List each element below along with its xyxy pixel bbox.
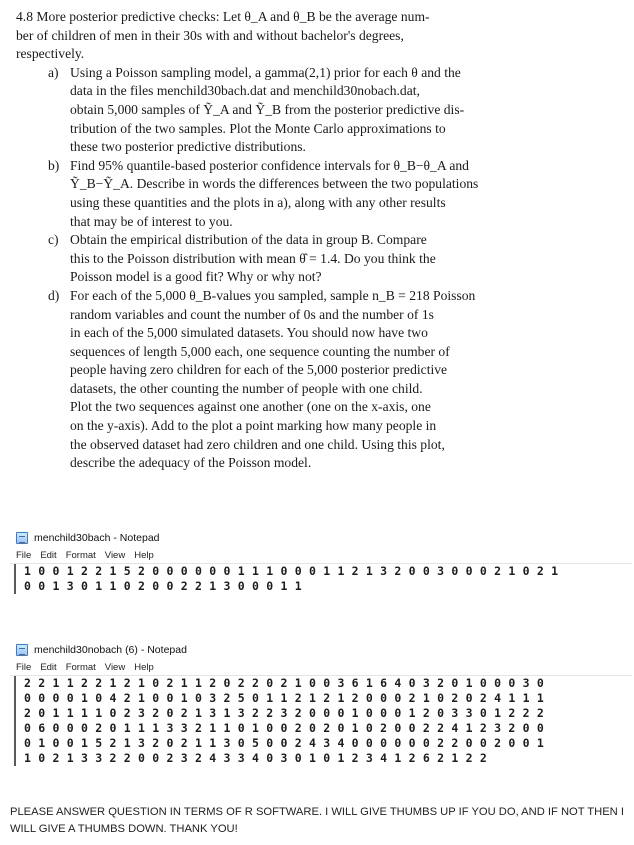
part-c-line-3: Poisson model is a good fit? Why or why not? <box>70 269 322 285</box>
data-line: 0 6 0 0 0 2 0 1 1 1 3 3 2 1 1 0 1 0 0 2 0 2 0 1 0 2 0 0 2 2 4 1 2 3 2 0 0 <box>24 721 545 735</box>
menu-view[interactable]: View <box>104 550 126 561</box>
part-b-line-1: Find 95% quantile-based posterior confidence intervals for θ_B−θ_A and <box>70 157 469 173</box>
part-b-line-3: using these quantities and the plots in a), along with any other results <box>70 194 446 210</box>
part-d-label: d) <box>48 287 60 303</box>
part-b-label: b) <box>48 157 60 173</box>
part-d-line-8: on the y-axis). Add to the plot a point marking how many people in <box>70 418 437 434</box>
menu-bar <box>10 548 632 564</box>
problem-intro <box>16 8 616 64</box>
part-d-line-1: For each of the 5,000 θ_B-values you sampled, sample n_B = 218 Poisson <box>70 287 476 303</box>
data-line: 0 1 0 0 1 5 2 1 3 2 0 2 1 1 3 0 5 0 0 2 4 3 4 0 0 0 0 0 0 2 2 0 0 2 0 0 1 <box>24 736 545 750</box>
notepad-icon <box>16 532 28 544</box>
part-d-line-2: random variables and count the number of 0s and the number of 1s <box>70 306 434 322</box>
part-a-line-3: obtain 5,000 samples of Ỹ_A and Ỹ_B from the posterior predictive dis- <box>70 101 465 117</box>
notepad-icon <box>16 644 28 656</box>
menu-file[interactable]: File <box>16 550 32 561</box>
part-c-label: c) <box>48 232 59 248</box>
notepad-window-nobach[interactable] <box>10 640 632 766</box>
part-a-label: a) <box>48 64 59 80</box>
part-a-line-5: these two posterior predictive distributions. <box>70 139 306 155</box>
menu-format[interactable]: Format <box>65 662 96 673</box>
menu-help[interactable]: Help <box>134 550 154 561</box>
data-line: 2 0 1 1 1 1 0 2 3 2 0 2 1 3 1 3 2 2 3 2 0 0 0 1 0 0 0 1 2 0 3 3 0 1 2 2 2 <box>24 706 545 720</box>
intro-line-1: More posterior predictive checks: Let θ_A and θ_B be the average num- <box>36 9 430 24</box>
text-editor-area[interactable] <box>14 564 632 594</box>
text-editor-area[interactable] <box>14 676 632 766</box>
part-d <box>16 287 616 473</box>
part-d-line-4: sequences of length 5,000 each, one sequence counting the number of <box>70 343 450 359</box>
part-a-line-4: tribution of the two samples. Plot the Monte Carlo approximations to <box>70 120 446 136</box>
part-b <box>16 157 616 231</box>
data-line: 1 0 0 1 2 2 1 5 2 0 0 0 0 0 0 1 1 1 0 0 0 1 1 2 1 3 2 0 0 3 0 0 0 2 1 0 2 1 <box>24 564 559 578</box>
part-b-line-2: Ỹ_B−Ỹ_A. Describe in words the differences between the two populations <box>70 176 479 192</box>
data-line: 1 0 2 1 3 3 2 2 0 0 2 3 2 4 3 3 4 0 3 0 1 0 1 2 3 4 1 2 6 2 1 2 2 <box>24 751 488 765</box>
menu-edit[interactable]: Edit <box>40 550 57 561</box>
part-c-line-1: Obtain the empirical distribution of the data in group B. Compare <box>70 232 427 248</box>
intro-line-2: ber of children of men in their 30s with and without bachelor's degrees, <box>16 27 404 43</box>
part-d-line-5: people having zero children for each of the 5,000 posterior predictive <box>70 362 448 378</box>
menu-bar <box>10 660 632 676</box>
menu-edit[interactable]: Edit <box>40 662 57 673</box>
part-a-line-2: data in the files menchild30bach.dat and menchild30nobach.dat, <box>70 83 420 99</box>
window-title: menchild30nobach (6) - Notepad <box>34 644 187 656</box>
notepad-titlebar[interactable] <box>10 528 632 548</box>
data-line: 0 0 1 3 0 1 1 0 2 0 0 2 2 1 3 0 0 0 1 1 <box>24 579 302 593</box>
request-note: PLEASE ANSWER QUESTION IN TERMS OF R SOFTWARE. I WILL GIVE THUMBS UP IF YOU DO, AND IF NOT THEN I WILL GIVE A THUMBS DOWN. THANK YOU! <box>10 806 624 835</box>
notepad-titlebar[interactable] <box>10 640 632 660</box>
menu-view[interactable]: View <box>104 662 126 673</box>
part-d-line-10: describe the adequacy of the Poisson model. <box>70 455 312 471</box>
part-c <box>16 231 616 287</box>
data-line: 2 2 1 1 2 2 1 2 1 0 2 1 1 2 0 2 2 0 2 1 0 0 3 6 1 6 4 0 3 2 0 1 0 0 0 3 0 <box>24 676 545 690</box>
problem-text <box>16 8 616 473</box>
data-line: 0 0 0 0 1 0 4 2 1 0 0 1 0 3 2 5 0 1 1 2 1 2 1 2 0 0 0 2 1 0 2 0 2 4 1 1 1 <box>24 691 545 705</box>
part-c-line-2: this to the Poisson distribution with mean θ̂ = 1.4. Do you think the <box>70 250 436 266</box>
part-d-line-3: in each of the 5,000 simulated datasets. You should now have two <box>70 325 428 341</box>
part-a <box>16 64 616 157</box>
problem-number: 4.8 <box>16 9 33 24</box>
intro-line-3: respectively. <box>16 46 85 62</box>
menu-format[interactable]: Format <box>65 550 96 561</box>
window-title: menchild30bach - Notepad <box>34 532 160 544</box>
part-a-line-1: Using a Poisson sampling model, a gamma(2,1) prior for each θ and the <box>70 64 461 80</box>
part-d-line-7: Plot the two sequences against one another (one on the x-axis, one <box>70 399 431 415</box>
notepad-window-bach[interactable] <box>10 528 632 594</box>
menu-help[interactable]: Help <box>134 662 154 673</box>
menu-file[interactable]: File <box>16 662 32 673</box>
part-d-line-9: the observed dataset had zero children and one child. Using this plot, <box>70 436 445 452</box>
part-b-line-4: that may be of interest to you. <box>70 213 233 229</box>
part-d-line-6: datasets, the other counting the number of people with one child. <box>70 380 423 396</box>
